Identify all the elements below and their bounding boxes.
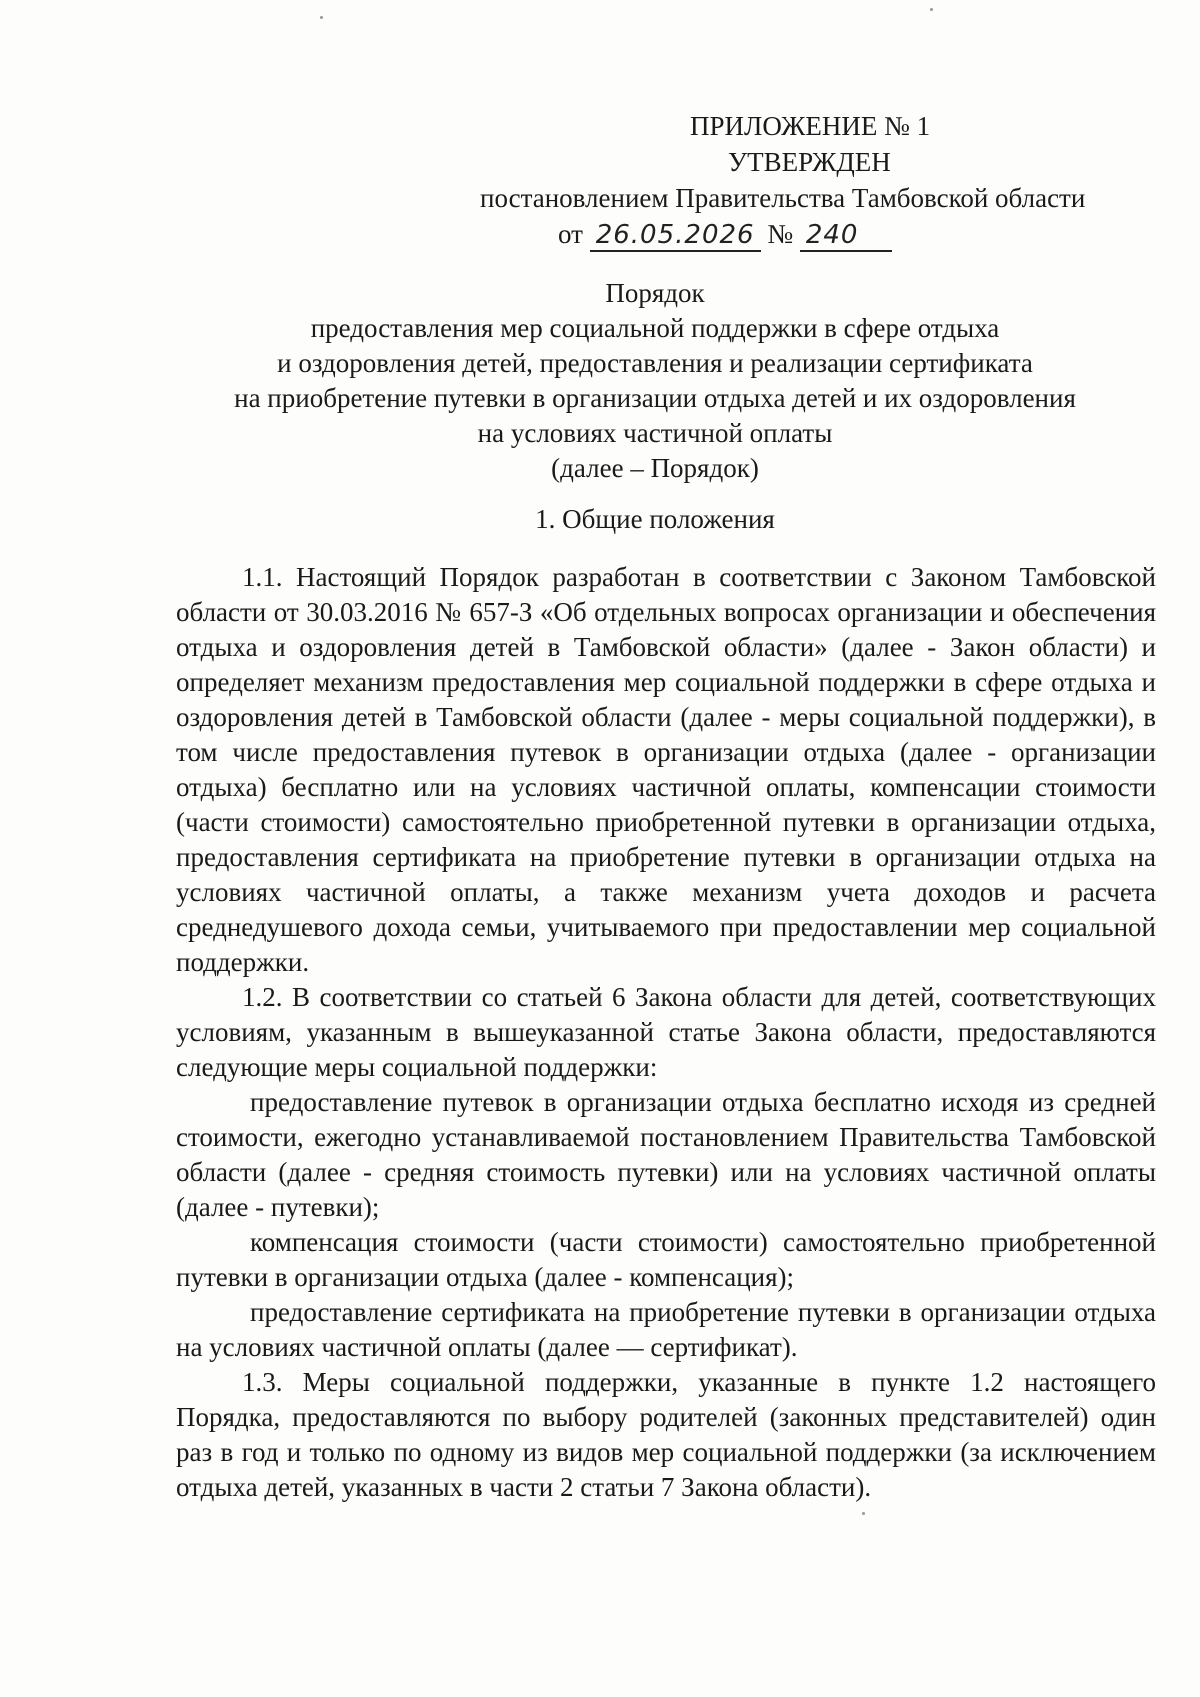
document-body xyxy=(176,560,1156,1505)
paragraph-1-2-item-vouchers: предоставление путевок в организации отдыха бесплатно исходя из средней стоимости, ежегодно устанавливаемой постановлением Правительства Тамбовской области (далее - средняя стоимость путевки) или на условиях частичной оплаты (далее - путевки); xyxy=(176,1087,1156,1222)
date-number-line xyxy=(558,216,1150,252)
document-title xyxy=(170,276,1140,486)
paragraph-1-2: 1.2. В соответствии со статьей 6 Закона области для детей, соответствующих условиям, указанным в вышеуказанной статье Закона области, предоставляются следующие меры социальной поддержки: xyxy=(176,982,1156,1082)
handwritten-number: 240 xyxy=(800,220,892,252)
paragraph-1-3: 1.3. Меры социальной поддержки, указанные в пункте 1.2 настоящего Порядка, предоставляются по выбору родителей (законных представителей) один раз в год и только по одному из видов мер социальной поддержки (за исключением отдыха детей, указанных в части 2 статьи 7 Закона области). xyxy=(176,1367,1156,1502)
section-heading: 1. Общие положения xyxy=(535,504,775,534)
paragraph-1-2-item-compensation: компенсация стоимости (части стоимости) самостоятельно приобретенной путевки в организации отдыха (далее - компенсация); xyxy=(176,1227,1156,1292)
scan-speck xyxy=(930,8,933,11)
appendix-label: ПРИЛОЖЕНИЕ № 1 xyxy=(690,111,931,141)
title-line: Порядок xyxy=(605,278,705,308)
scan-speck xyxy=(320,16,323,19)
title-line: на условиях частичной оплаты xyxy=(477,418,833,448)
paragraph-1-1: 1.1. Настоящий Порядок разработан в соответствии с Законом Тамбовской области от 30.03.2016 № 657-З «Об отдельных вопросах организации и обеспечения отдыха и оздоровления детей в Тамбовской области» (далее - Закон области) и определяет механизм предоставления мер социальной поддержки в сфере отдыха и оздоровления детей в Тамбовской области (далее - меры социальной поддержки), в том числе предоставления путевок в организации отдыха (далее - организации отдыха) бесплатно или на условиях частичной оплаты, компенсации стоимости (части стоимости) самостоятельно приобретенной путевки в организации отдыха, предоставления сертификата на приобретение путевки в организации отдыха на условиях частичной оплаты, а также механизм учета доходов и расчета среднедушевого дохода семьи, учитываемого при предоставлении мер социальной поддержки. xyxy=(176,562,1156,977)
number-prefix: № xyxy=(767,219,794,249)
handwritten-date: 26.05.2026 xyxy=(590,220,761,252)
title-line: (далее – Порядок) xyxy=(551,453,759,483)
approval-stamp-block xyxy=(470,108,1150,252)
date-prefix: от xyxy=(558,219,583,249)
decree-label: постановлением Правительства Тамбовской области xyxy=(480,183,1086,213)
paragraph-1-2-item-certificate: предоставление сертификата на приобретение путевки в организации отдыха на условиях частичной оплаты (далее — сертификат). xyxy=(176,1297,1156,1362)
title-line: на приобретение путевки в организации отдыха детей и их оздоровления xyxy=(234,383,1076,413)
title-line: и оздоровления детей, предоставления и реализации сертификата xyxy=(277,348,1033,378)
title-line: предоставления мер социальной поддержки в сфере отдыха xyxy=(310,313,1000,343)
approved-label: УТВЕРЖДЕН xyxy=(728,147,891,177)
scan-speck xyxy=(862,1512,865,1515)
